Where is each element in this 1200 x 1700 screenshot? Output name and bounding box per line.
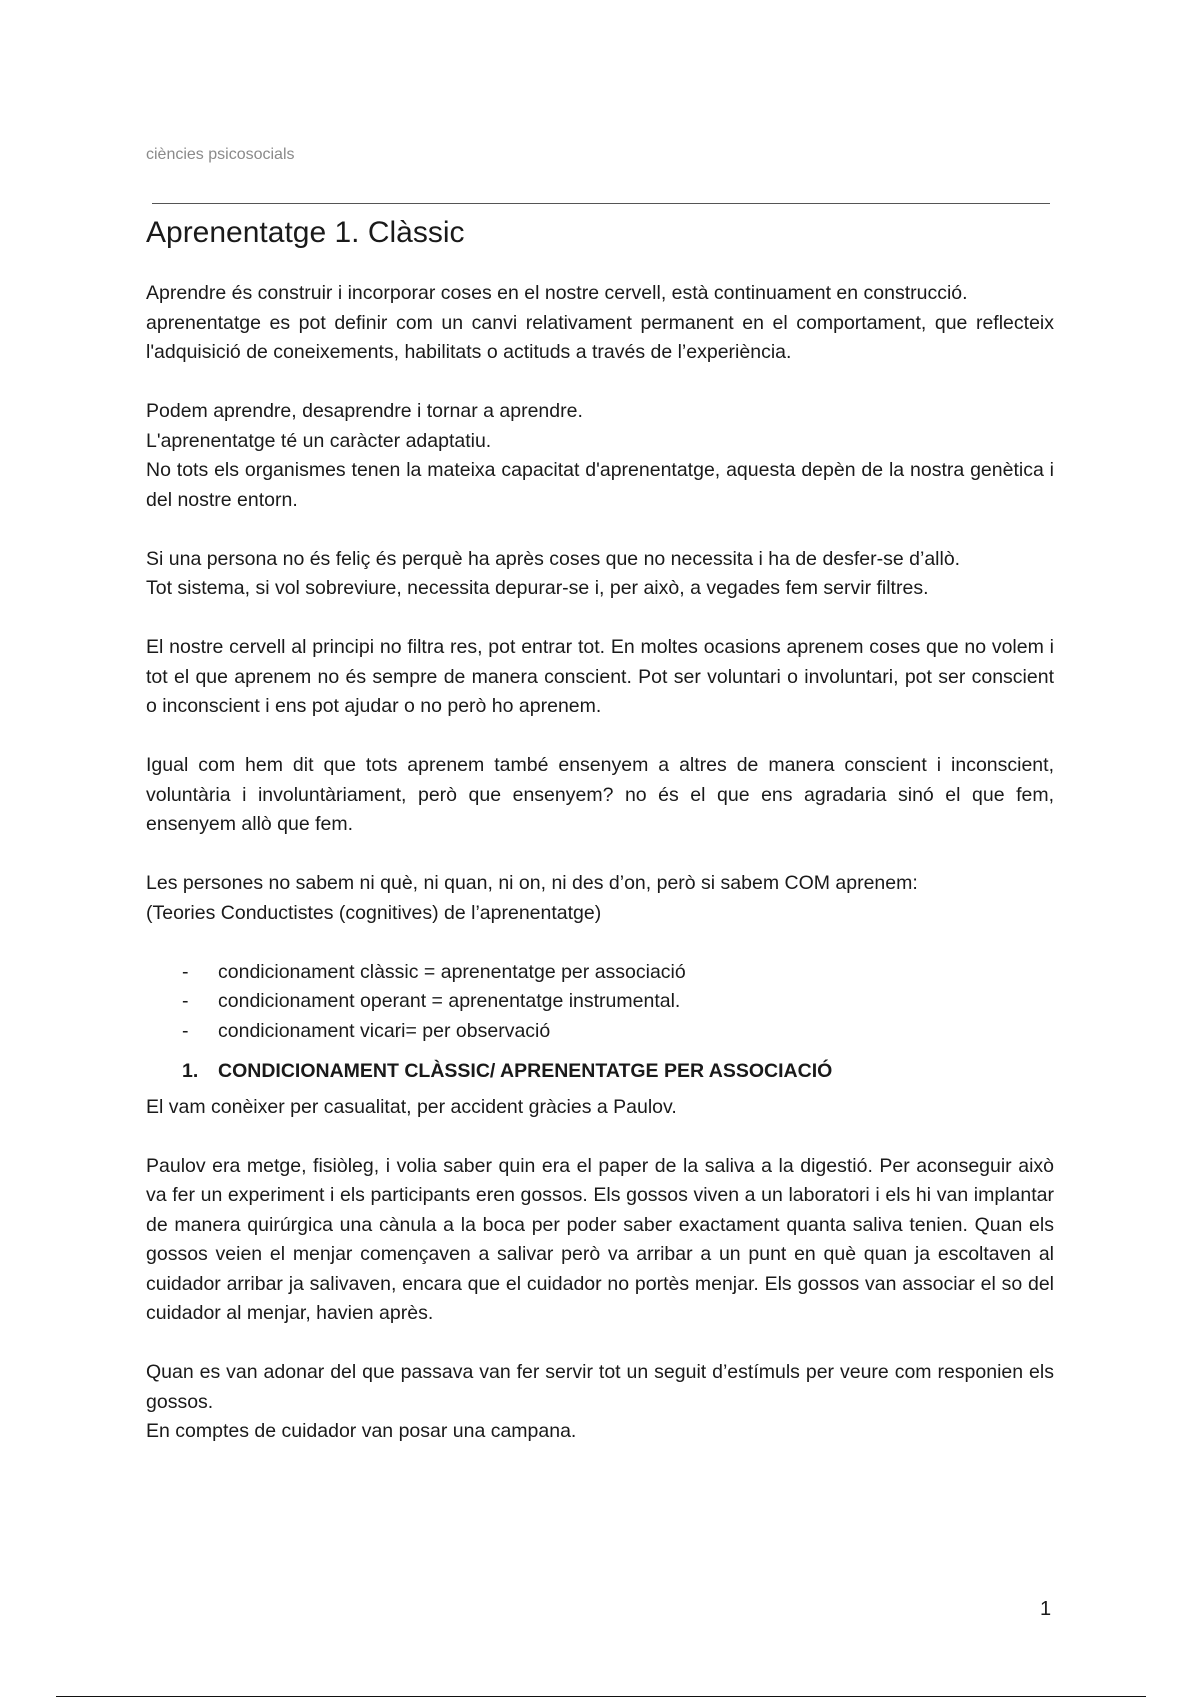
paragraph: Podem aprendre, desaprendre i tornar a aprendre. [146,400,583,422]
paragraph: L'aprenentatge té un caràcter adaptatiu. [146,429,492,452]
section-title: CONDICIONAMENT CLÀSSIC/ APRENENTATGE PER ASSOCIACIÓ [218,1060,833,1082]
paragraph: En comptes de cuidador van posar una campana. [146,1420,577,1442]
paragraph: El vam conèixer per casualitat, per accident gràcies a Paulov. [146,1095,677,1118]
paragraph: Quan es van adonar del que passava van fer servir tot un seguit d’estímuls per veure com responien els gossos. [146,1361,1054,1413]
paragraph: No tots els organismes tenen la mateixa capacitat d'aprenentatge, aquesta depèn de la nostra genètica i del nostre entorn. [146,459,1054,511]
list-item-text: condicionament vicari= per observació [218,1019,551,1042]
spacer [146,515,1054,545]
paragraph: Aprendre és construir i incorporar coses en el nostre cervell, està continuament en construcció. [146,282,968,304]
page-number: 1 [1040,1598,1052,1620]
paragraph: El nostre cervell al principi no filtra res, pot entrar tot. En moltes ocasions aprenem coses que no volem i tot el que aprenem no és sempre de manera conscient. Pot ser voluntari o involuntari, pot ser conscient o inconscient i ens pot ajudar o no però ho aprenem. [146,636,1054,717]
dash-bullet: - [182,1019,189,1042]
paragraph: Paulov era metge, fisiòleg, i volia saber quin era el paper de la saliva a la digestió. Per aconseguir això va fer un experiment i els participants eren gossos. Els gossos viven a un laboratori i els hi van implantar de manera quirúrgica una cànula a la boca per poder saber exactament quanta saliva tenien. Quan els gossos veien el menjar començaven a salivar però va arribar a un punt en què quan ja escoltaven al cuidador arribar ja salivaven, encara que el cuidador no portès menjar. Els gossos van associar el so del cuidador al menjar, havien après. [146,1154,1054,1324]
header-label: ciències psicosocials [146,146,295,163]
list-item [182,958,1054,988]
spacer [146,722,1054,752]
dash-bullet: - [182,960,189,983]
paragraph: Tot sistema, si vol sobreviure, necessita depurar-se i, per això, a vegades fem servir filtres. [146,577,929,599]
list-item-text: condicionament clàssic = aprenentatge per associació [218,960,686,983]
section-heading [182,1057,1054,1087]
dash-bullet: - [182,990,189,1012]
spacer [146,368,1054,398]
paragraph: Igual com hem dit que tots aprenem també ensenyem a altres de manera conscient i inconscient, voluntària i involuntàriament, però que ensenyem? no és el que ens agradaria sinó el que fem, ensenyem allò que fem. [146,754,1054,835]
section-number: 1. [182,1060,199,1082]
spacer [146,604,1054,634]
list-item-text: condicionament operant = aprenentatge instrumental. [218,990,681,1012]
spacer [146,1329,1054,1359]
paragraph: (Teories Conductistes (cognitives) de l’aprenentatge) [146,901,602,924]
list-item [182,987,1054,1017]
document-body [146,279,1054,1447]
spacer [146,928,1054,958]
header-divider [152,203,1050,204]
paragraph: Les persones no sabem ni què, ni quan, ni on, ni des d’on, però si sabem COM aprenem: [146,872,918,894]
list-item [182,1017,1054,1047]
learning-types-list [146,958,1054,1047]
paragraph: Si una persona no és feliç és perquè ha après coses que no necessita i ha de desfer-se d’allò. [146,547,961,570]
paragraph: aprenentatge es pot definir com un canvi relativament permanent en el comportament, que reflecteix l'adquisició de coneixements, habilitats o actituds a través de l’experiència. [146,311,1054,363]
spacer [146,840,1054,870]
page-title: Aprenentatge 1. Clàssic [146,216,465,249]
footer-divider [56,1696,1146,1697]
spacer [146,1122,1054,1152]
